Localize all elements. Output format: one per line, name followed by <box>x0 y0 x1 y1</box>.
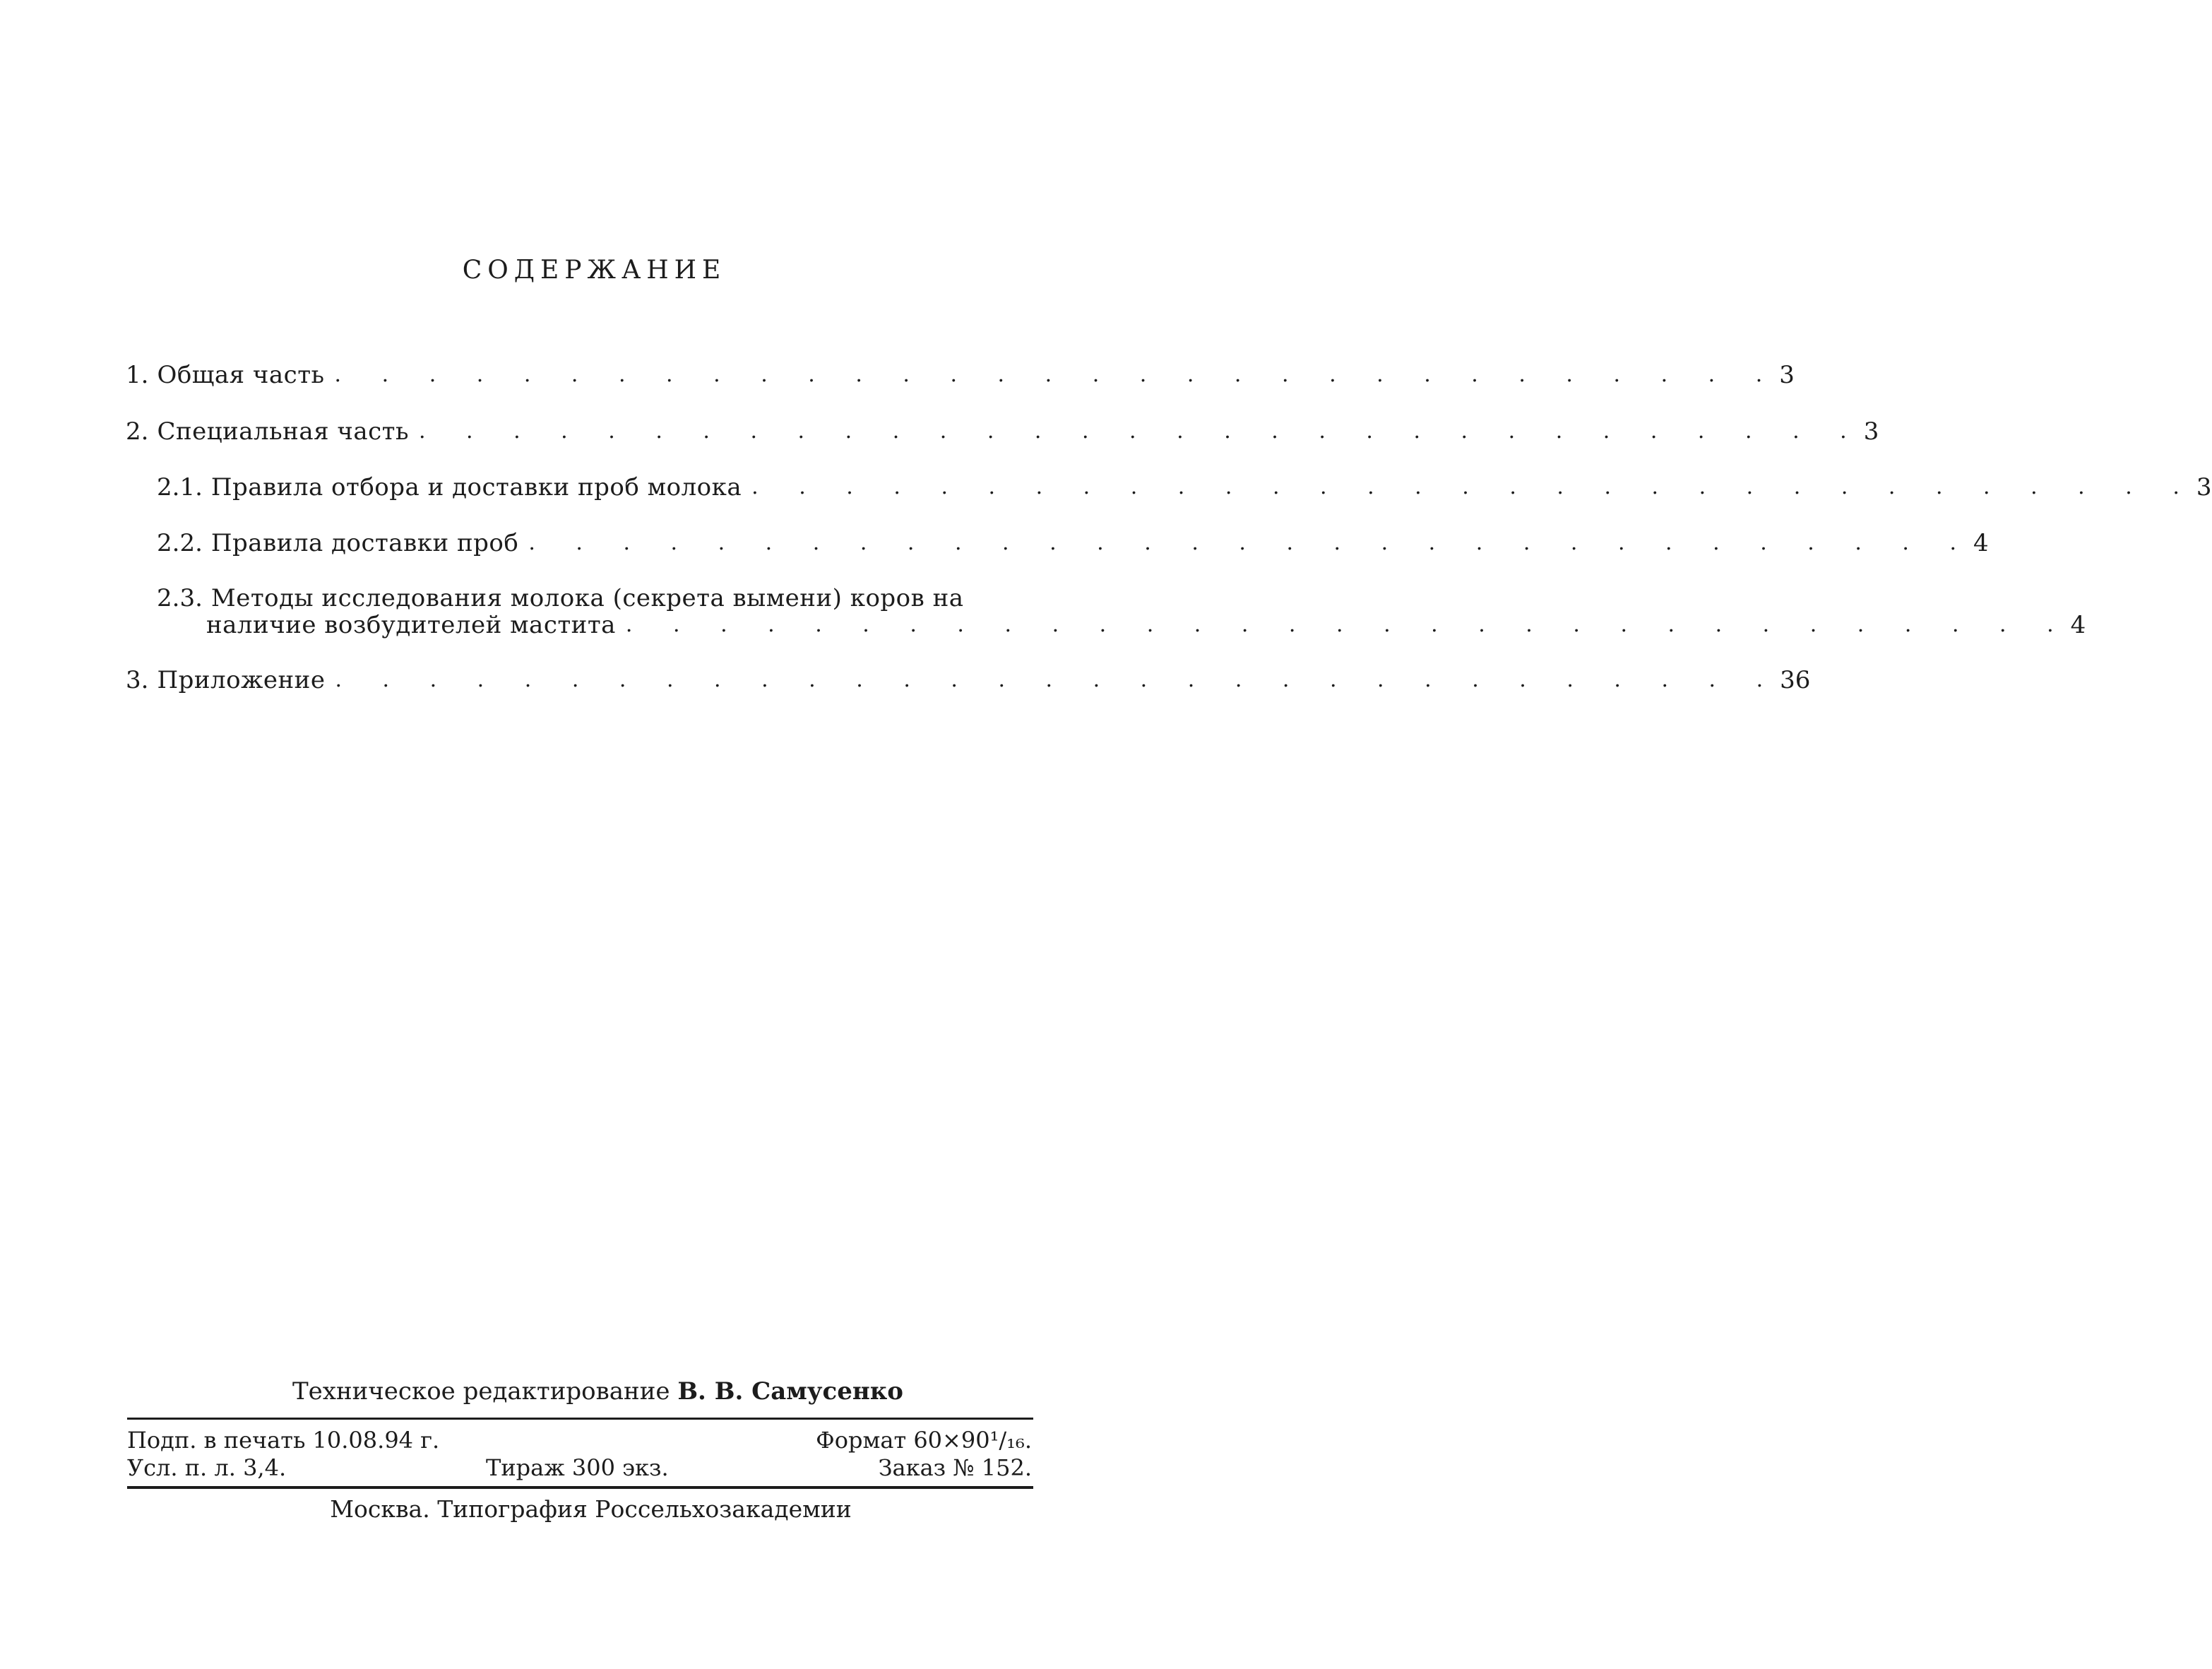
toc-page: 3 <box>1863 417 1879 446</box>
technical-editor-credit <box>0 1377 1167 1406</box>
imprint-format: Формат 60×90¹/₁₆. <box>816 1427 1032 1454</box>
toc-entry-2-3 <box>157 585 1030 612</box>
toc-entry-1 <box>126 361 1795 389</box>
toc-label: Специальная часть <box>157 417 409 446</box>
page-title: СОДЕРЖАНИЕ <box>462 256 727 285</box>
toc-label-line-1: Методы исследования молока (секрета вымени) коров на <box>210 584 964 612</box>
toc-label: Правила доставки проб <box>210 529 519 557</box>
toc-page: 3 <box>1779 361 1795 389</box>
toc-entry-3 <box>126 666 1811 694</box>
toc-number: 1. <box>126 361 149 389</box>
credit-name: В. В. Самусенко <box>677 1377 903 1406</box>
imprint-signed: Подп. в печать 10.08.94 г. <box>127 1427 440 1454</box>
toc-label: Приложение <box>157 666 326 694</box>
toc-label: Общая часть <box>157 361 325 389</box>
toc-label-line-2: наличие возбудителей мастита <box>206 611 616 639</box>
imprint-run: Тираж 300 экз. <box>486 1454 669 1481</box>
toc-leader: . . . . . . . . . . . . . . . . . . . . . . . . . . . . . . . <box>625 612 2071 637</box>
toc-entry-2-2 <box>157 529 1989 557</box>
toc-number: 2. <box>126 417 149 446</box>
toc-leader: . . . . . . . . . . . . . . . . . . . . . . . . . . . . . . . <box>334 362 1780 387</box>
toc-page: 36 <box>1780 666 1811 694</box>
printer-line: Москва. Типография Россельхозакадемии <box>330 1495 852 1523</box>
toc-leader: . . . . . . . . . . . . . . . . . . . . . . . . . . . . . . . <box>528 530 1974 555</box>
imprint-sheets: Усл. п. л. 3,4. <box>127 1454 287 1481</box>
toc-page: 4 <box>2070 611 2086 639</box>
toc-label: Правила отбора и доставки проб молока <box>210 473 742 501</box>
toc-leader: . . . . . . . . . . . . . . . . . . . . . . . . . . . . . . . <box>335 667 1780 692</box>
toc-number: 3. <box>126 666 149 694</box>
toc-entry-2-1 <box>157 473 2212 501</box>
toc-entry-2 <box>126 417 1879 446</box>
divider-bottom <box>127 1486 1033 1489</box>
toc-page: 3 <box>2196 473 2212 501</box>
divider-top <box>127 1418 1033 1420</box>
toc-number: 2.3. <box>157 584 203 612</box>
toc-number: 2.2. <box>157 529 203 557</box>
toc-leader: . . . . . . . . . . . . . . . . . . . . . . . . . . . . . . . <box>751 475 2196 499</box>
imprint-order: Заказ № 152. <box>878 1454 1032 1481</box>
credit-prefix: Техническое редактирование <box>292 1377 670 1406</box>
toc-page: 4 <box>1973 529 1989 557</box>
toc-leader: . . . . . . . . . . . . . . . . . . . . . . . . . . . . . . . <box>418 419 1864 444</box>
toc-entry-2-3-line-2 <box>206 611 2086 639</box>
toc-number: 2.1. <box>157 473 203 501</box>
